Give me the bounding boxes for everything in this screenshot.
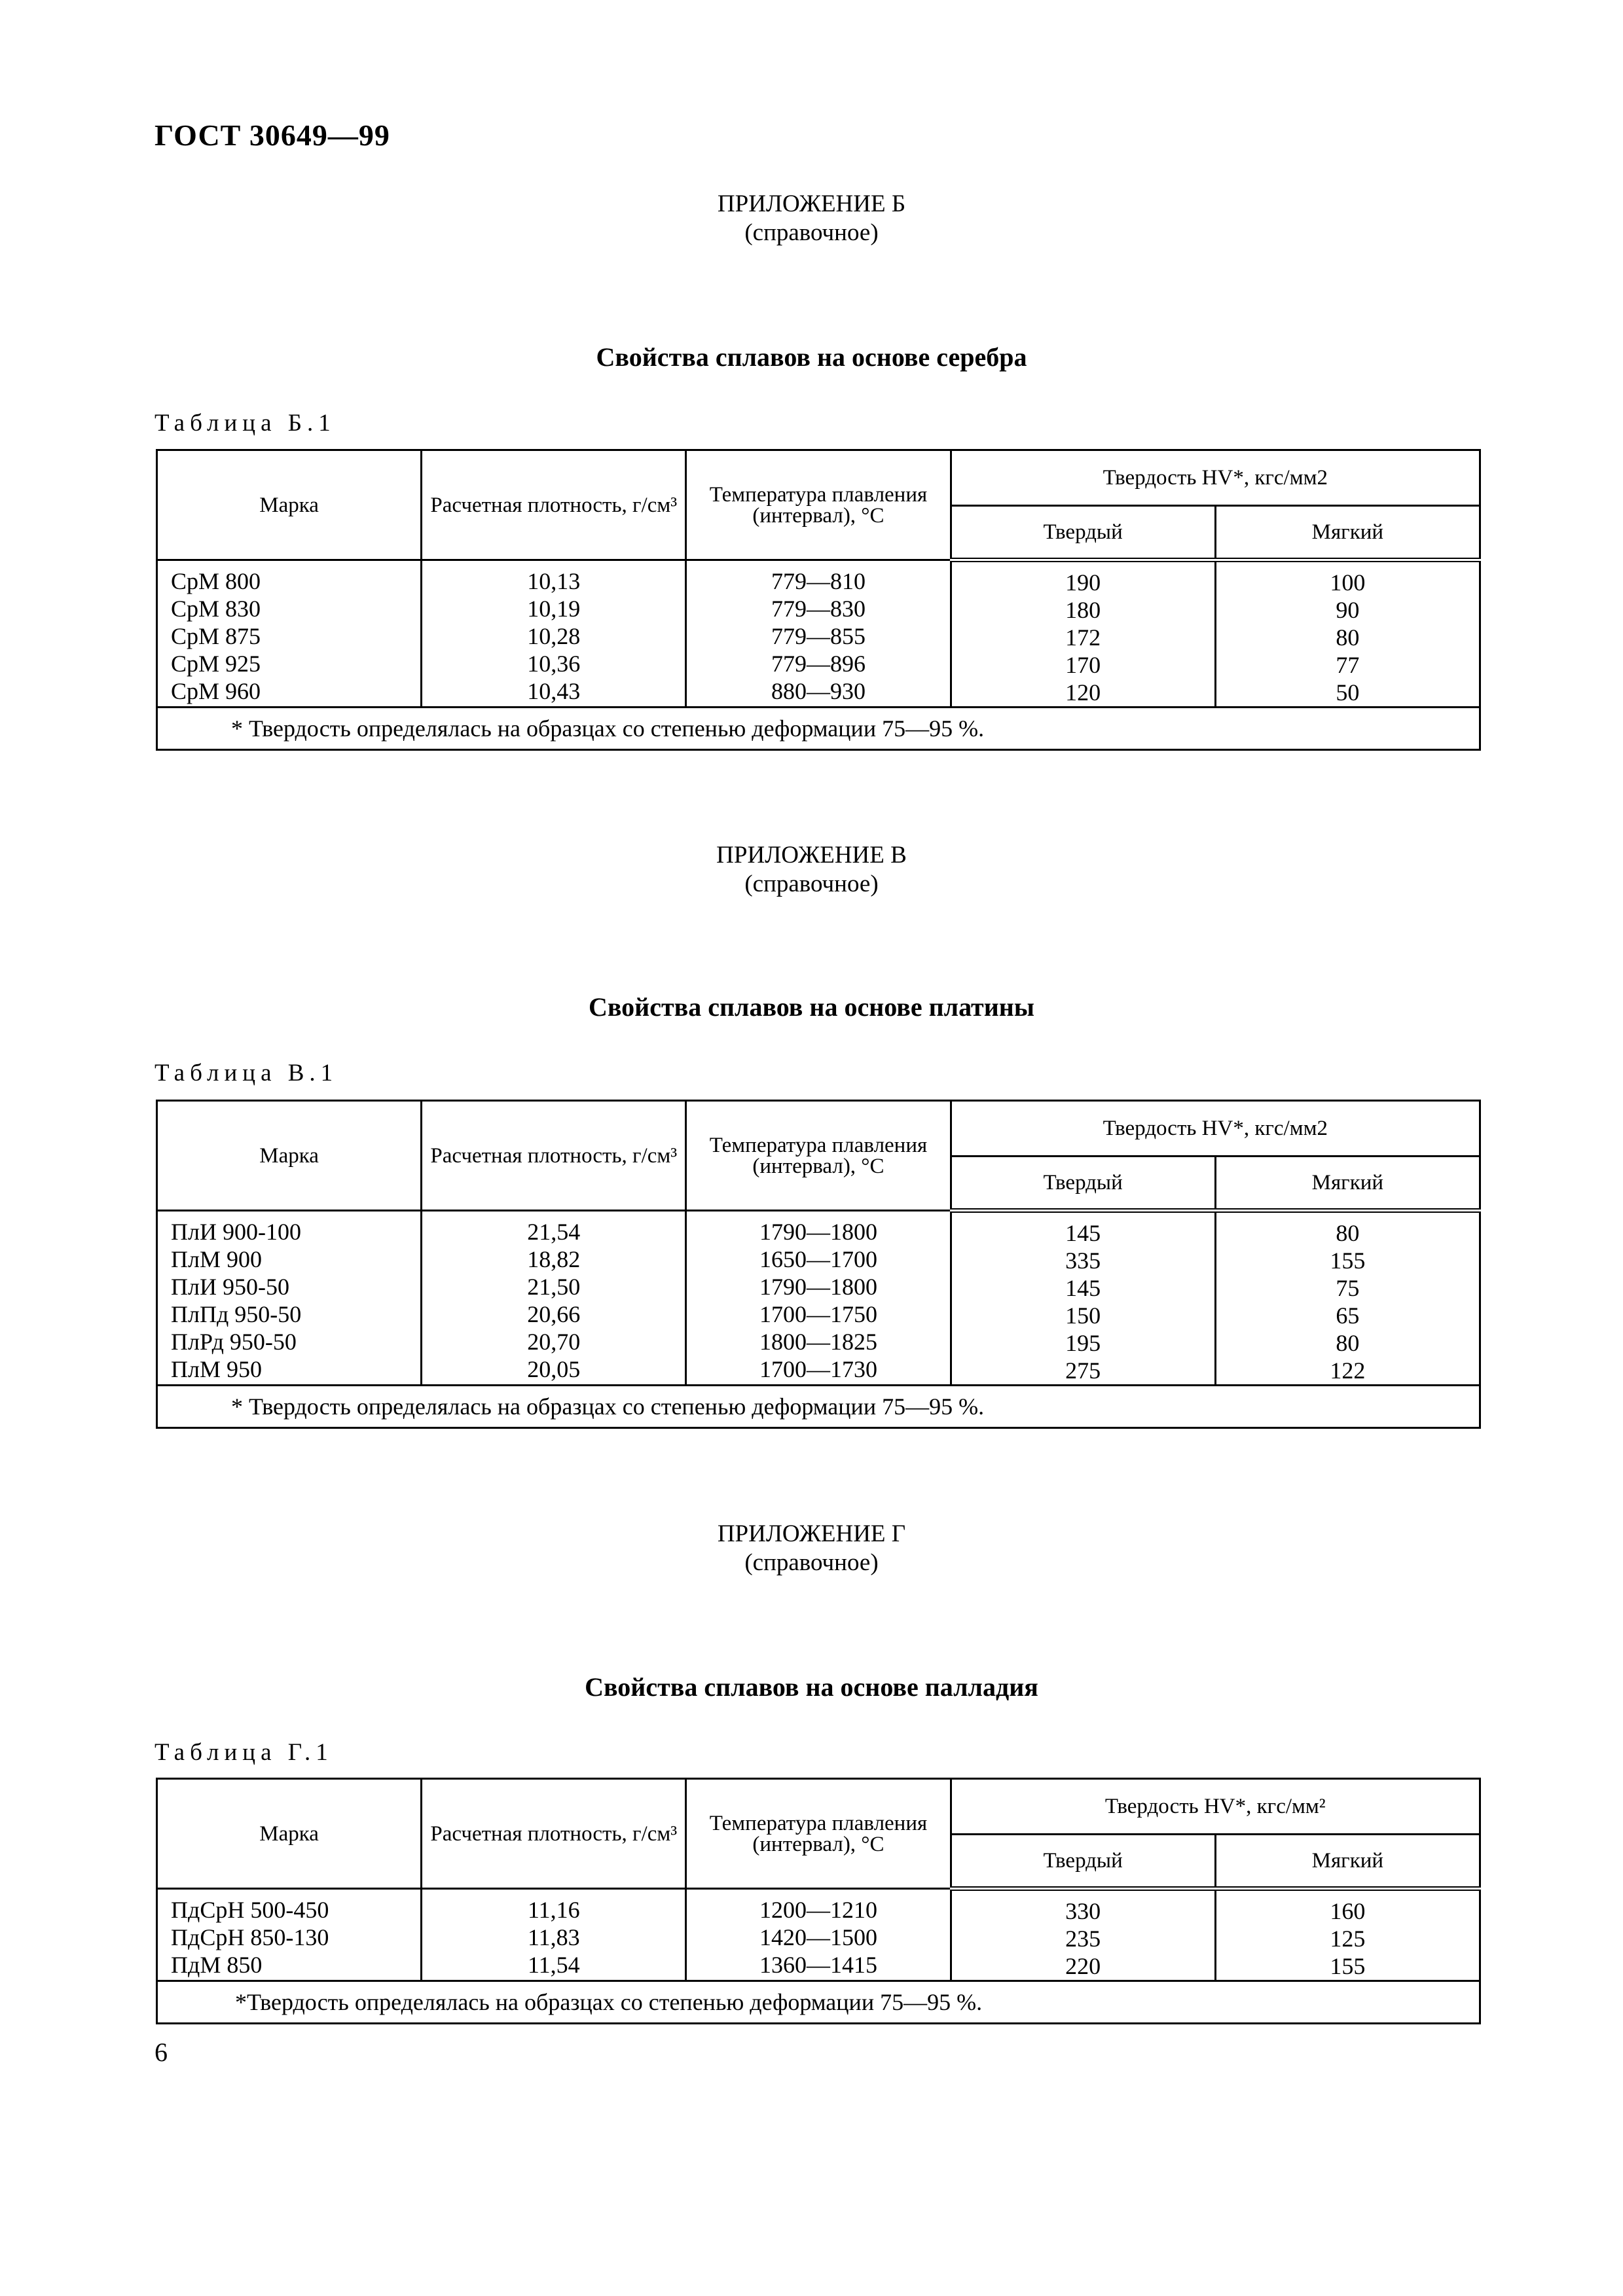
palladium-alloys-table	[156, 1778, 1481, 2024]
column-header-grade: Марка	[157, 1101, 422, 1211]
density-cell	[422, 1211, 686, 1386]
temperature-cell	[686, 1211, 951, 1386]
hard-value: 180	[1065, 597, 1101, 623]
appendix-b-heading	[0, 190, 1623, 247]
temperature-value: 880—930	[771, 678, 866, 704]
column-header-hard: Твердый	[951, 1835, 1215, 1889]
platinum-alloys-table	[156, 1100, 1481, 1429]
table-body	[157, 1211, 1480, 1386]
density-value: 20,05	[527, 1356, 581, 1382]
appendix-g-heading	[0, 1520, 1623, 1577]
temperature-value: 1200—1210	[759, 1897, 877, 1923]
column-header-temperature: Температура плавления (интервал), °С	[686, 1101, 951, 1211]
column-header-temperature: Температура плавления (интервал), °С	[686, 1779, 951, 1889]
temperature-value: 1360—1415	[759, 1952, 877, 1978]
density-value: 20,70	[527, 1329, 581, 1355]
hard-value: 275	[1065, 1357, 1101, 1384]
temperature-value: 1790—1800	[759, 1274, 877, 1300]
document-code: ГОСТ 30649—99	[155, 118, 390, 152]
soft-value: 160	[1330, 1898, 1366, 1924]
temperature-cell	[686, 1889, 951, 1981]
column-header-hard: Твердый	[951, 1157, 1215, 1211]
appendix-note: (справочное)	[744, 1549, 879, 1576]
temperature-value: 779—810	[771, 568, 866, 594]
grade-cell	[157, 560, 422, 708]
table-body	[157, 1889, 1480, 1981]
density-cell	[422, 1889, 686, 1981]
column-header-soft: Мягкий	[1215, 506, 1480, 560]
grade-value: СрМ 875	[171, 623, 261, 649]
grade-value: ПлРд 950-50	[171, 1329, 297, 1355]
column-header-soft: Мягкий	[1215, 1157, 1480, 1211]
column-header-hard: Твердый	[951, 506, 1215, 560]
grade-value: ПдСрН 850-130	[171, 1924, 329, 1950]
hard-value: 220	[1065, 1953, 1101, 1979]
column-header-hardness: Твердость HV*, кгс/мм2	[951, 450, 1480, 506]
hard-value: 145	[1065, 1220, 1101, 1246]
table-footnote: * Твердость определялась на образцах со степенью деформации 75—95 %.	[157, 1386, 1480, 1428]
density-value: 10,19	[527, 596, 581, 622]
hard-value: 150	[1065, 1302, 1101, 1329]
temperature-value: 779—896	[771, 651, 866, 677]
density-value: 11,54	[527, 1952, 580, 1978]
grade-value: ПлПд 950-50	[171, 1301, 302, 1327]
section-title: Свойства сплавов на основе палладия	[585, 1672, 1038, 1702]
density-value: 11,16	[527, 1897, 580, 1923]
temperature-value: 779—855	[771, 623, 866, 649]
grade-value: СрМ 830	[171, 596, 261, 622]
temperature-cell	[686, 560, 951, 708]
column-header-hardness: Твердость HV*, кгс/мм2	[951, 1101, 1480, 1157]
table-body	[157, 560, 1480, 708]
density-value: 21,50	[527, 1274, 581, 1300]
temperature-value: 779—830	[771, 596, 866, 622]
grade-value: СрМ 800	[171, 568, 261, 594]
temperature-value: 1420—1500	[759, 1924, 877, 1950]
grade-value: СрМ 925	[171, 651, 261, 677]
density-value: 10,43	[527, 678, 581, 704]
appendix-title: ПРИЛОЖЕНИЕ Г	[717, 1520, 906, 1547]
hard-value: 145	[1065, 1275, 1101, 1301]
page-number: 6	[155, 2037, 168, 2067]
grade-value: ПдМ 850	[171, 1952, 263, 1978]
soft-value: 75	[1336, 1275, 1360, 1301]
soft-cell	[1215, 560, 1480, 708]
hard-value: 335	[1065, 1247, 1101, 1274]
grade-value: ПлИ 900-100	[171, 1219, 301, 1245]
density-value: 10,13	[527, 568, 581, 594]
appendix-note: (справочное)	[744, 219, 879, 246]
soft-value: 155	[1330, 1953, 1366, 1979]
temperature-value: 1650—1700	[759, 1246, 877, 1272]
appendix-note: (справочное)	[744, 870, 879, 897]
hard-cell	[951, 560, 1215, 708]
soft-value: 155	[1330, 1247, 1366, 1274]
soft-cell	[1215, 1889, 1480, 1981]
density-value: 10,36	[527, 651, 581, 677]
hard-value: 120	[1065, 679, 1101, 706]
hard-value: 330	[1065, 1898, 1101, 1924]
density-value: 11,83	[527, 1924, 580, 1950]
density-value: 18,82	[527, 1246, 581, 1272]
hard-value: 235	[1065, 1926, 1101, 1952]
soft-value: 122	[1330, 1357, 1366, 1384]
grade-cell	[157, 1889, 422, 1981]
column-header-density: Расчетная плотность, г/см³	[422, 1779, 686, 1889]
grade-value: ПлИ 950-50	[171, 1274, 289, 1300]
appendix-title: ПРИЛОЖЕНИЕ В	[716, 842, 907, 869]
grade-value: ПлМ 900	[171, 1246, 262, 1272]
hard-cell	[951, 1211, 1215, 1386]
hard-value: 172	[1065, 624, 1101, 651]
soft-value: 77	[1336, 652, 1360, 678]
temperature-value: 1700—1730	[759, 1356, 877, 1382]
density-cell	[422, 560, 686, 708]
silver-alloys-table	[156, 449, 1481, 751]
table-footnote: * Твердость определялась на образцах со степенью деформации 75—95 %.	[157, 708, 1480, 750]
column-header-density: Расчетная плотность, г/см³	[422, 1101, 686, 1211]
density-value: 10,28	[527, 623, 581, 649]
soft-value: 80	[1336, 624, 1360, 651]
grade-cell	[157, 1211, 422, 1386]
table-label: Таблица Г.1	[155, 1739, 333, 1766]
hard-value: 170	[1065, 652, 1101, 678]
temperature-value: 1700—1750	[759, 1301, 877, 1327]
soft-value: 125	[1330, 1926, 1366, 1952]
table-label: Таблица В.1	[155, 1060, 338, 1086]
hard-value: 190	[1065, 569, 1101, 596]
temperature-value: 1790—1800	[759, 1219, 877, 1245]
appendix-title: ПРИЛОЖЕНИЕ Б	[717, 190, 906, 217]
soft-value: 80	[1336, 1330, 1360, 1356]
soft-value: 100	[1330, 569, 1366, 596]
density-value: 20,66	[527, 1301, 581, 1327]
column-header-temperature: Температура плавления (интервал), °С	[686, 450, 951, 560]
column-header-hardness: Твердость HV*, кгс/мм²	[951, 1779, 1480, 1835]
section-title: Свойства сплавов на основе платины	[588, 992, 1035, 1022]
hard-cell	[951, 1889, 1215, 1981]
appendix-v-heading	[0, 841, 1623, 899]
soft-value: 80	[1336, 1220, 1360, 1246]
section-title: Свойства сплавов на основе серебра	[596, 342, 1027, 372]
density-value: 21,54	[527, 1219, 581, 1245]
column-header-grade: Марка	[157, 450, 422, 560]
soft-value: 50	[1336, 679, 1360, 706]
grade-value: ПдСрН 500-450	[171, 1897, 329, 1923]
hard-value: 195	[1065, 1330, 1101, 1356]
temperature-value: 1800—1825	[759, 1329, 877, 1355]
grade-value: СрМ 960	[171, 678, 261, 704]
soft-cell	[1215, 1211, 1480, 1386]
column-header-density: Расчетная плотность, г/см³	[422, 450, 686, 560]
soft-value: 65	[1336, 1302, 1360, 1329]
column-header-grade: Марка	[157, 1779, 422, 1889]
table-label: Таблица Б.1	[155, 410, 336, 437]
column-header-soft: Мягкий	[1215, 1835, 1480, 1889]
table-footnote: *Твердость определялась на образцах со степенью деформации 75—95 %.	[157, 1981, 1480, 2024]
grade-value: ПлМ 950	[171, 1356, 262, 1382]
soft-value: 90	[1336, 597, 1360, 623]
